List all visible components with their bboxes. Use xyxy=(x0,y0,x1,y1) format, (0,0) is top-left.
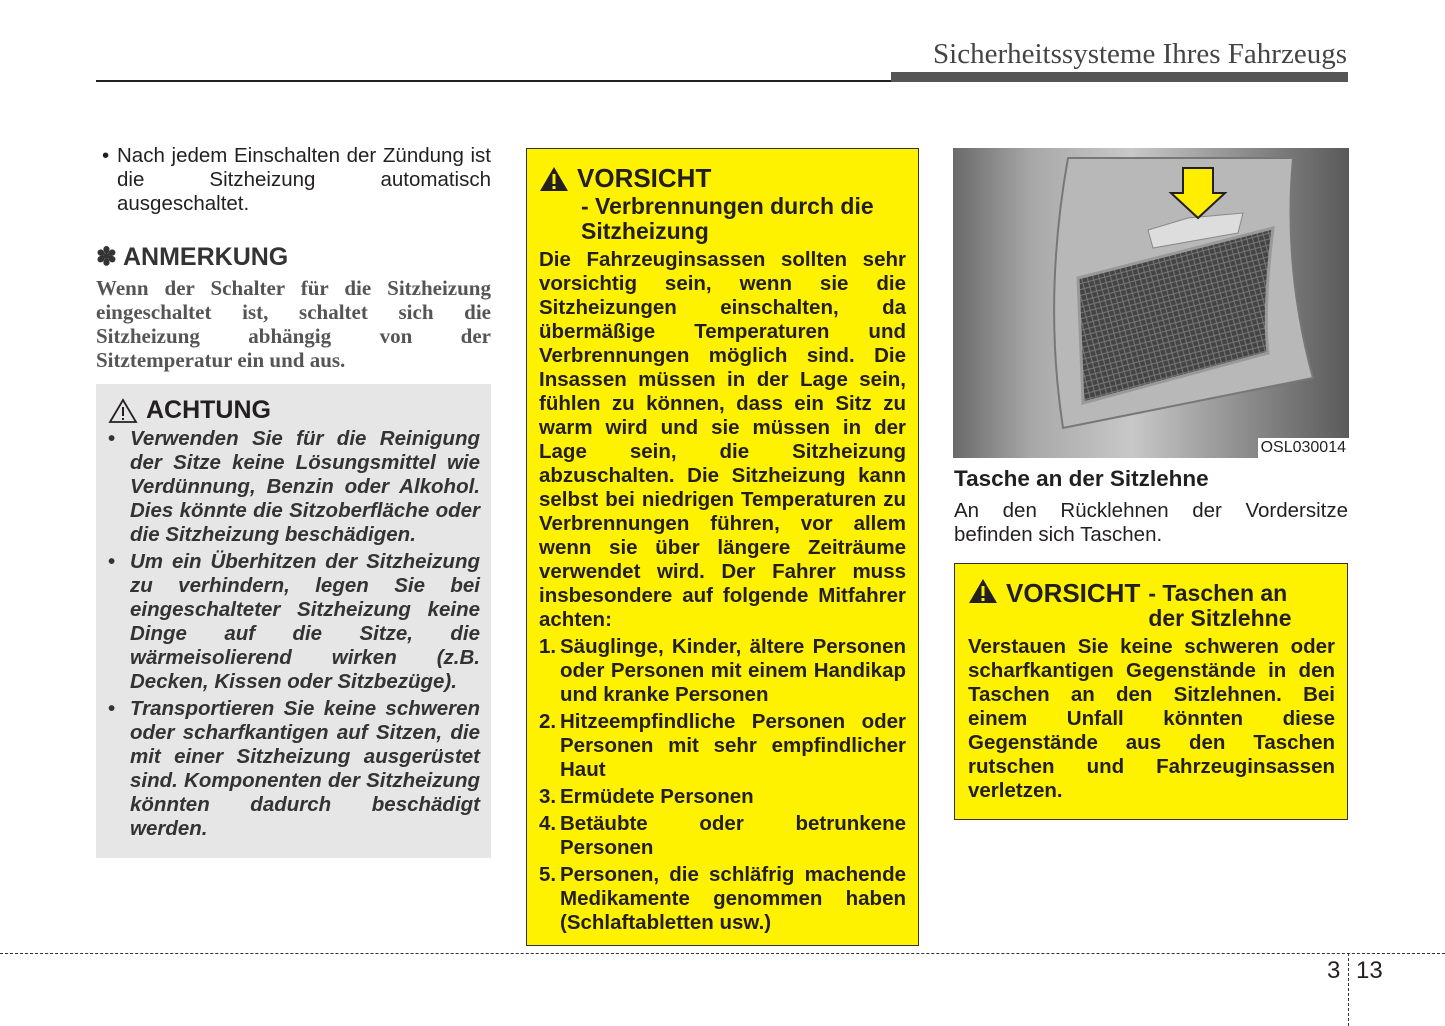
achtung-item-text: Um ein Überhitzen der Sitzheizung zu verhindern, legen Sie bei eingeschalteter Sitzheizung keine Dinge auf die Sitze, die wärmeisolierend wirken (z.B. Decken, Kissen oder Sitzbezüge). xyxy=(130,550,480,693)
bullet-text: Nach jedem Einschalten der Zündung ist die Sitzheizung automatisch ausgeschaltet. xyxy=(117,144,491,215)
warning-triangle-icon xyxy=(968,578,998,604)
section-title-seat-pocket: Tasche an der Sitzlehne xyxy=(954,466,1209,491)
risk-group-item xyxy=(539,710,906,782)
chapter-number: 3 xyxy=(1327,957,1341,984)
header-bar xyxy=(891,72,1348,82)
section-text-seat-pocket: An den Rücklehnen der Vordersitze befinden sich Taschen. xyxy=(954,499,1348,546)
achtung-list xyxy=(108,427,480,841)
section-header-title: Sicherheitssysteme Ihres Fahrzeugs xyxy=(933,38,1347,70)
footer-rule xyxy=(0,953,1445,954)
risk-group-item xyxy=(539,635,906,707)
vorsicht-heading xyxy=(539,163,906,194)
vorsicht-box-seat-pocket xyxy=(954,563,1348,820)
warning-triangle-icon xyxy=(539,166,569,192)
achtung-item-text: Verwenden Sie für die Reinigung der Sitze keine Lösungsmittel wie Verdünnung, Benzin oder Alkohol. Dies könnte die Sitzoberfläche oder die Sitzheizung beschädigen. xyxy=(130,427,480,546)
item-number: 3. xyxy=(539,785,557,808)
vorsicht-text: Verstauen Sie keine schweren oder scharfkantigen Gegenstände in den Taschen an den Sitzlehnen. Bei einem Unfall könnten diese Gegenstände aus den Taschen rutschen und Fahrzeuginsassen verletzen. xyxy=(968,635,1335,802)
vorsicht-box-seat-heating xyxy=(526,148,919,946)
achtung-item: • Transportieren Sie keine schweren oder scharfkantigen auf Sitzen, die mit einer Sitzheizung ausgerüstet sind. Komponenten der Sitzheizung könnten dadurch beschädigt werden. xyxy=(108,697,480,840)
header-rule xyxy=(96,80,891,82)
item-text: Ermüdete Personen xyxy=(560,785,754,808)
seatback-pocket-drawing xyxy=(953,148,1349,458)
item-number: 4. xyxy=(539,812,557,835)
vorsicht-title: VORSICHT xyxy=(577,163,712,193)
vorsicht-subtitle: - Verbrennungen durch die Sitzheizung xyxy=(581,193,874,244)
risk-group-item xyxy=(539,863,906,935)
note-heading xyxy=(96,242,491,272)
risk-group-list xyxy=(539,635,906,935)
bullet-dot: • xyxy=(102,144,110,167)
item-text: Personen, die schläfrig machende Medikamente genommen haben (Schlaftabletten usw.) xyxy=(560,863,906,934)
risk-group-item xyxy=(539,812,906,860)
note-title: ANMERKUNG xyxy=(122,243,289,271)
achtung-heading xyxy=(108,396,480,425)
achtung-item: • Verwenden Sie für die Reinigung der Sitze keine Lösungsmittel wie Verdünnung, Benzin oder Alkohol. Dies könnte die Sitzoberfläche oder die Sitzheizung beschädigen. xyxy=(108,427,480,546)
vorsicht-subtitle: - Taschen an der Sitzlehne xyxy=(1148,580,1292,631)
achtung-title: ACHTUNG xyxy=(146,396,271,424)
vorsicht-title: VORSICHT xyxy=(1006,578,1141,608)
item-number: 1. xyxy=(539,635,557,658)
bullet-item xyxy=(96,144,491,216)
vorsicht-text: Die Fahrzeuginsassen sollten sehr vorsichtig sein, wenn sie die Sitzheizungen einschalten, da übermäßige Temperaturen und Verbrennungen möglich sind. Die Insassen müssen in der Lage sein, fühlen zu können, dass ein Sitz zu warm wird und sie müssen in der Lage sein, die Sitzheizung abzuschalten. Die Sitzheizung kann selbst bei niedrigen Temperaturen zu Verbrennungen führen, vor allem wenn sie über längere Zeiträume verwendet wird. Der Fahrer muss insbesondere auf folgende Mitfahrer achten: xyxy=(539,248,906,631)
left-column xyxy=(96,144,491,858)
page-number: 13 xyxy=(1356,957,1383,984)
warning-triangle-outline-icon xyxy=(108,398,138,424)
footer-divider xyxy=(1348,953,1349,1026)
item-text: Hitzeempfindliche Personen oder Personen mit sehr empfindlicher Haut xyxy=(560,710,906,781)
achtung-item-text: Transportieren Sie keine schweren oder scharfkantigen auf Sitzen, die mit einer Sitzheizung ausgerüstet sind. Komponenten der Sitzheizung könnten dadurch beschädigt werden. xyxy=(130,697,480,840)
note-symbol-icon: ✽ xyxy=(96,243,117,271)
seatback-pocket-illustration xyxy=(953,148,1349,458)
item-number: 5. xyxy=(539,863,557,886)
vorsicht-heading xyxy=(968,578,1335,631)
image-reference-code: OSL030014 xyxy=(1258,438,1349,458)
risk-group-item xyxy=(539,785,906,809)
item-text: Säuglinge, Kinder, ältere Personen oder Personen mit einem Handikap und kranke Personen xyxy=(560,635,906,706)
item-text: Betäubte oder betrunkene Personen xyxy=(560,812,906,859)
item-number: 2. xyxy=(539,710,557,733)
achtung-box xyxy=(96,384,491,858)
note-text: Wenn der Schalter für die Sitzheizung eingeschaltet ist, schaltet sich die Sitzheizung abhängig von der Sitztemperatur ein und aus. xyxy=(96,276,491,372)
achtung-item: • Um ein Überhitzen der Sitzheizung zu verhindern, legen Sie bei eingeschalteter Sitzheizung keine Dinge auf die Sitze, die wärmeisolierend wirken (z.B. Decken, Kissen oder Sitzbezüge). xyxy=(108,550,480,693)
